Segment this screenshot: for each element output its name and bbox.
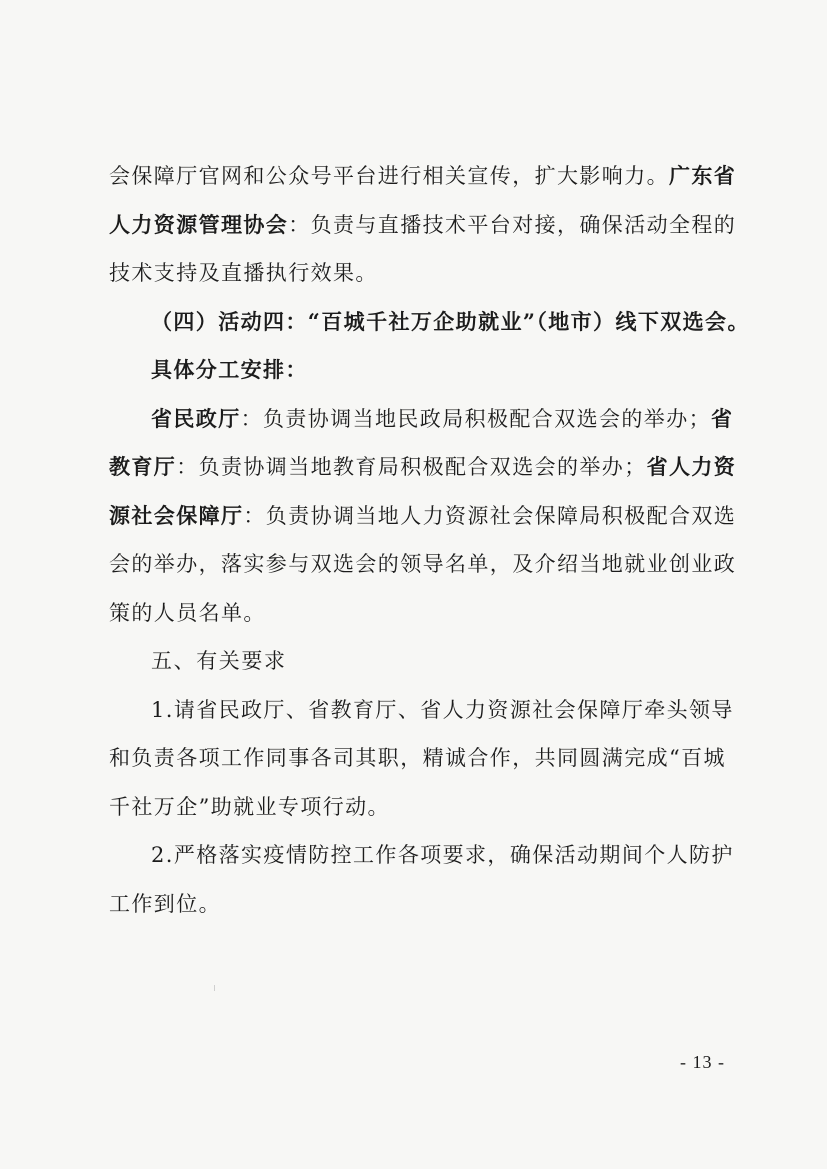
org-name-bold: 教育厅: [109, 454, 177, 479]
body-line: [109, 492, 737, 541]
body-text: 1.请省民政厅、省教育厅、省人力资源社会保障厅牵头领导: [151, 697, 734, 722]
org-name-bold: 广东省: [669, 163, 737, 188]
page-number: - 13 -: [680, 1052, 725, 1072]
body-line: [109, 880, 719, 929]
section-heading: [109, 637, 719, 686]
body-text: 会的举办，落实参与双选会的领导名单，及介绍当地就业创业政: [109, 552, 737, 576]
body-text: ：负责与直播技术平台对接，确保活动全程的: [288, 212, 737, 237]
body-line: [109, 783, 719, 832]
body-line: [109, 540, 737, 589]
body-text: 策的人员名单。: [109, 600, 266, 625]
body-text: 工作到位。: [109, 891, 221, 916]
division-heading-text: 具体分工安排：: [151, 357, 308, 382]
org-name-bold: 源社会保障厅: [109, 502, 244, 528]
activity-heading-text: （四）活动四：“百城千社万企助就业”（地市）线下双选会。: [151, 308, 750, 334]
division-heading: [109, 346, 719, 395]
org-name-bold: 省人力资: [646, 454, 737, 479]
org-name-bold: 人力资源管理协会: [109, 211, 289, 237]
body-line: [109, 589, 719, 638]
scan-speck: [214, 985, 215, 991]
body-text: ：负责协调当地教育局积极配合双选会的举办；: [176, 455, 647, 479]
body-line: [109, 152, 737, 201]
body-text: 技术支持及直播执行效果。: [109, 261, 378, 285]
org-name-bold: 省: [711, 405, 734, 431]
requirement-item: [109, 686, 734, 735]
org-name-bold: 省民政厅: [151, 405, 241, 431]
body-text: 千社万企”助就业专项行动。: [109, 794, 390, 819]
body-text: 2.严格落实疫情防控工作各项要求，确保活动期间个人防护: [151, 843, 734, 867]
document-body: [109, 152, 750, 928]
body-line: [109, 395, 734, 444]
body-text: ：负责协调当地人力资源社会保障局积极配合双选: [243, 503, 737, 528]
body-text: ：负责协调当地民政局积极配合双选会的举办；: [240, 406, 712, 431]
body-line: [109, 249, 719, 298]
requirement-item: [109, 831, 734, 880]
body-line: [109, 734, 726, 783]
body-text: 和负责各项工作同事各司其职，精诚合作，共同圆满完成“百城: [109, 746, 726, 770]
body-text: 会保障厅官网和公众号平台进行相关宣传，扩大影响力。: [109, 164, 669, 188]
body-line: [109, 443, 737, 492]
section-heading-text: 五、有关要求: [151, 649, 287, 673]
activity-heading: [109, 298, 750, 347]
body-line: [109, 201, 737, 250]
